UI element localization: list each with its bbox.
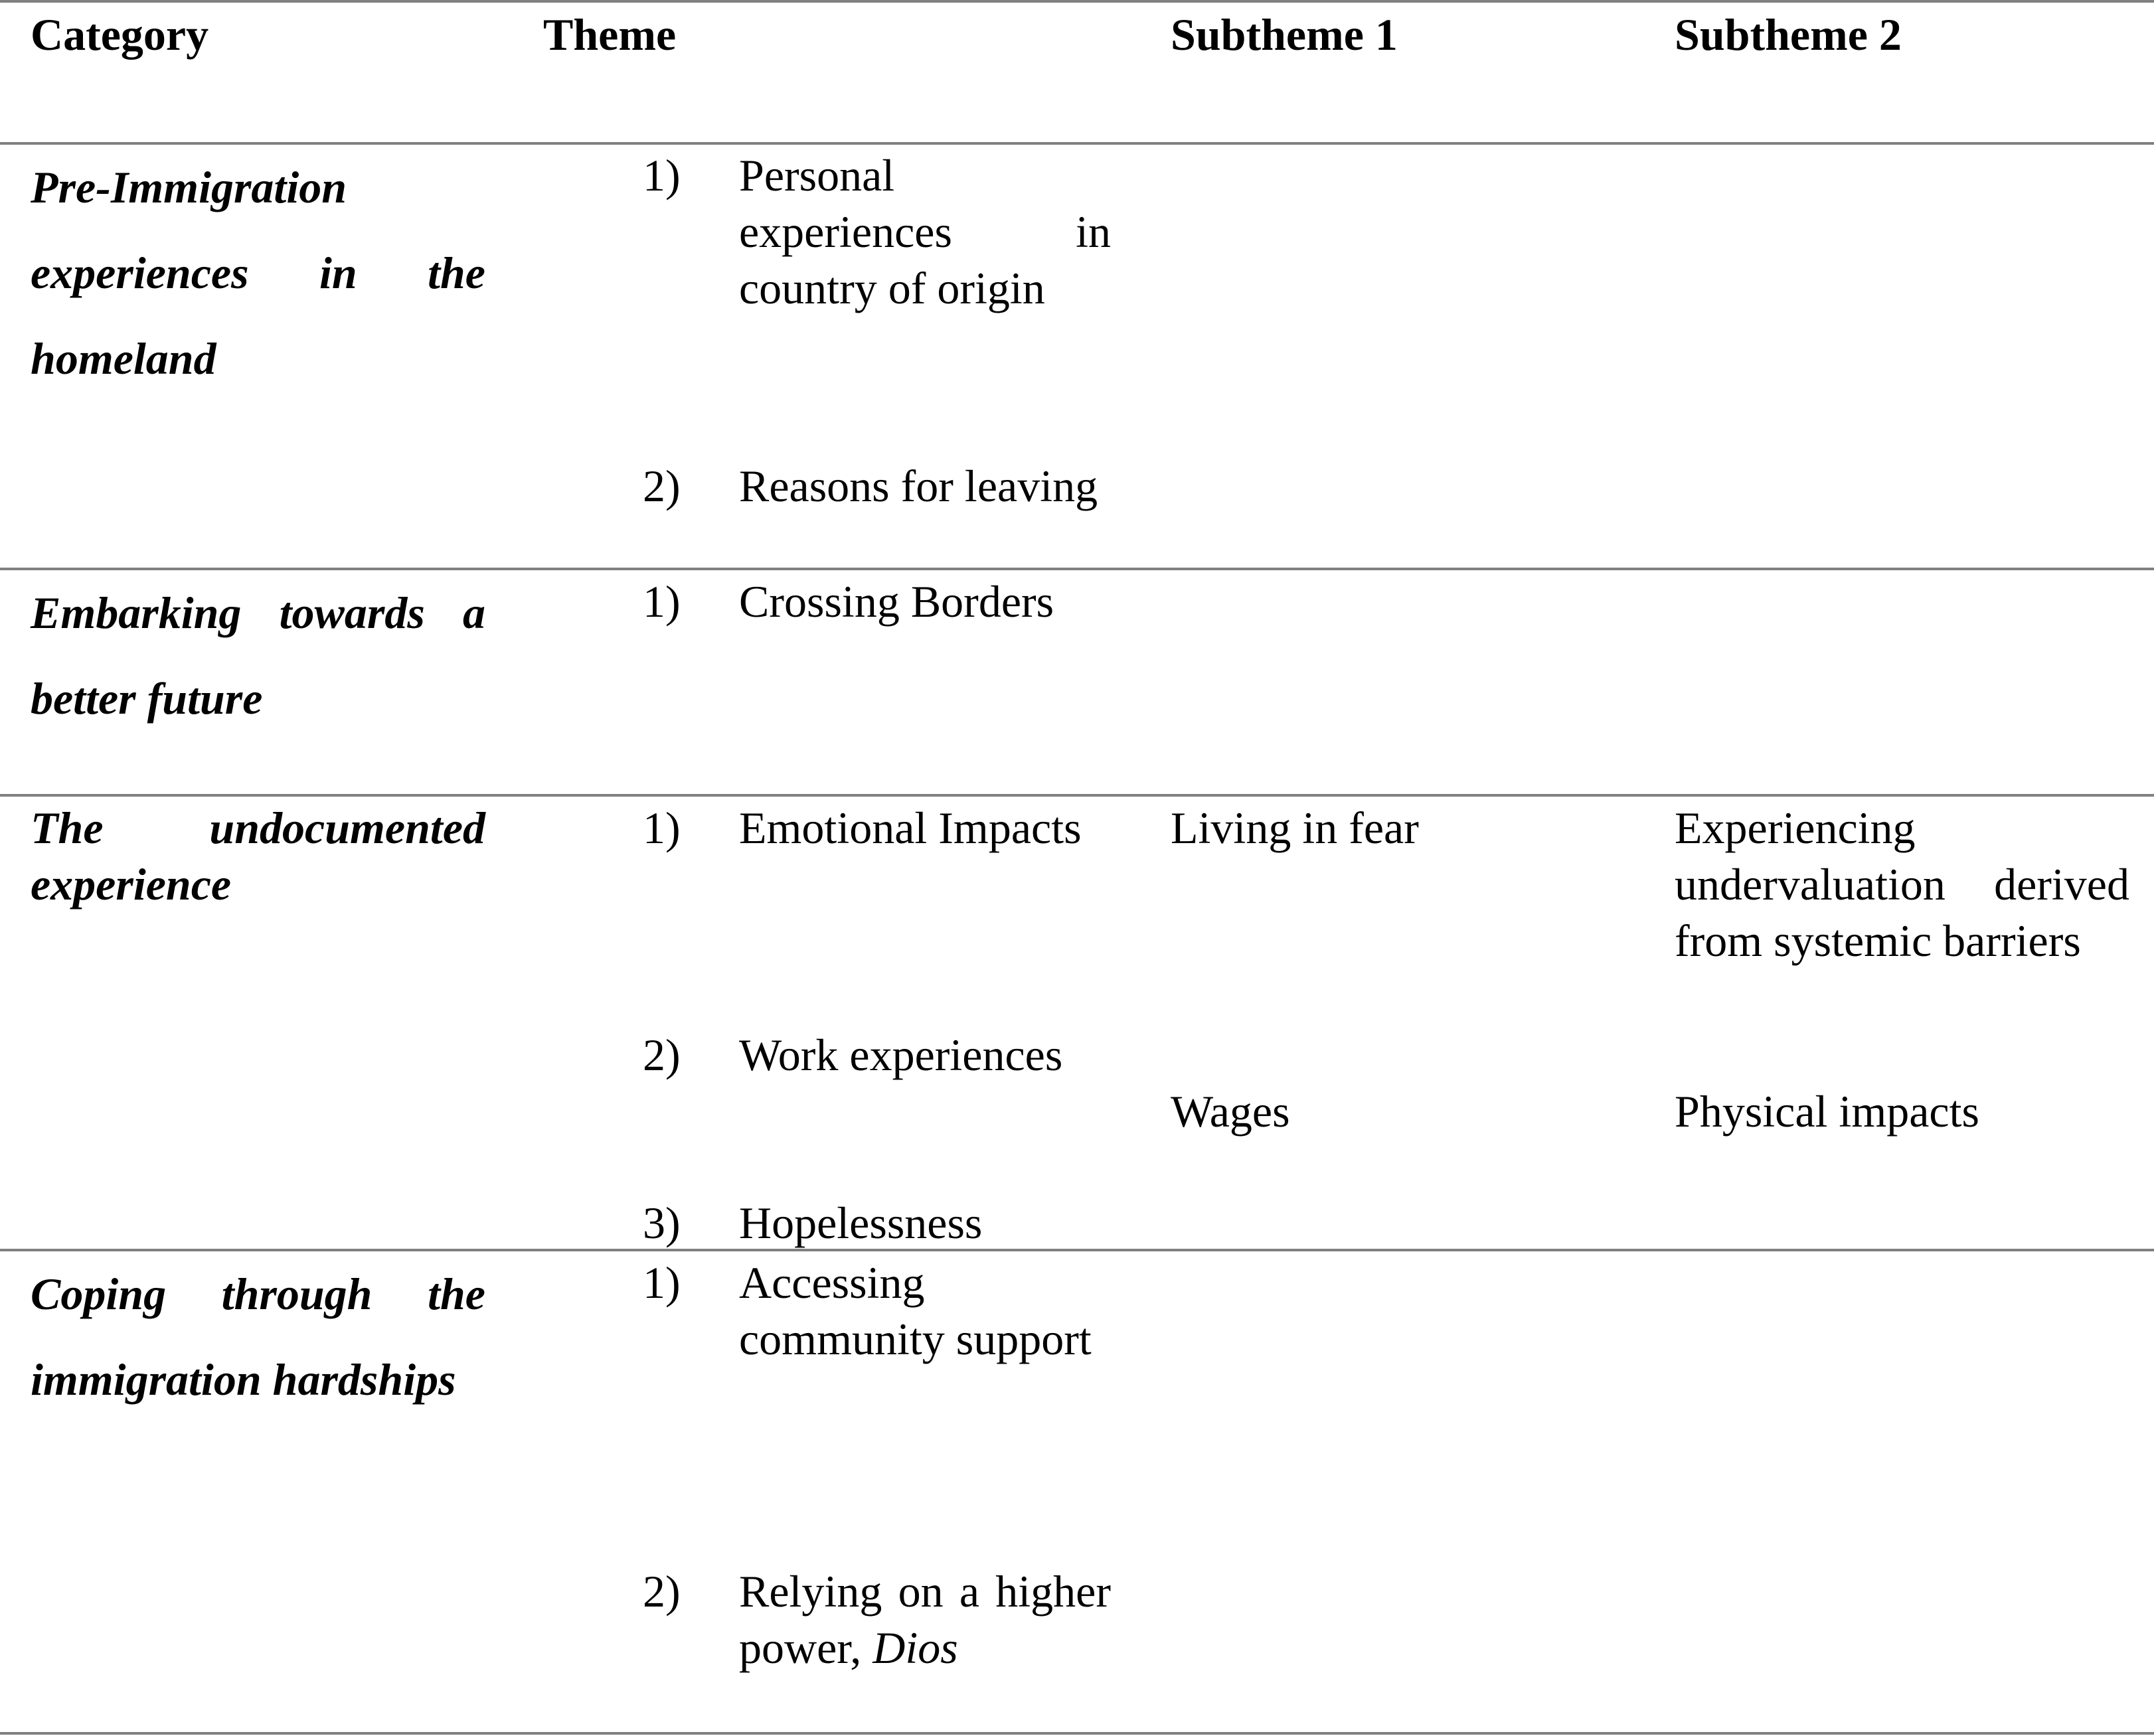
theme-cell xyxy=(739,1563,1111,1676)
subtheme2-cell: Experiencing undervaluation derived from systemic barriers xyxy=(1675,803,2129,966)
theme-cell: Work experiences xyxy=(739,1030,1063,1080)
table-bottom-rule xyxy=(0,1732,2154,1735)
header-theme: Theme xyxy=(543,9,677,60)
theme-cell: Accessing community support xyxy=(739,1257,1092,1364)
category-cell: Coping through the immigration hardships xyxy=(31,1269,485,1405)
theme-label-text: Relying on a higher power, xyxy=(739,1566,1111,1673)
theme-label-italic: Dios xyxy=(872,1622,958,1673)
theme-cell: Reasons for leaving xyxy=(739,461,1098,511)
theme-cell: Personal experiences in country of origin xyxy=(739,150,1111,313)
theme-number: 2) xyxy=(643,461,681,511)
subtheme2-cell: Physical impacts xyxy=(1675,1086,1979,1137)
theme-cell: Hopelessness xyxy=(739,1198,983,1248)
category-cell: Embarking towards a better future xyxy=(31,588,485,724)
theme-number: 3) xyxy=(643,1198,681,1248)
theme-number: 1) xyxy=(643,150,681,200)
subtheme1-cell: Living in fear xyxy=(1171,803,1419,853)
category-cell: Pre-Immigration experiences in the homeland xyxy=(31,162,485,384)
header-category: Category xyxy=(31,9,209,60)
theme-number: 1) xyxy=(643,803,681,853)
theme-number: 1) xyxy=(643,1257,681,1308)
category-cell: The undocumented experience xyxy=(31,803,485,909)
theme-number: 1) xyxy=(643,576,681,627)
theme-cell: Emotional Impacts xyxy=(739,803,1082,853)
header-subtheme1: Subtheme 1 xyxy=(1171,9,1398,60)
header-subtheme2: Subtheme 2 xyxy=(1675,9,1902,60)
subtheme1-cell: Wages xyxy=(1171,1086,1290,1137)
theme-cell: Crossing Borders xyxy=(739,576,1054,627)
row-divider xyxy=(0,794,2154,797)
table-top-rule xyxy=(0,0,2154,3)
theme-number: 2) xyxy=(643,1030,681,1080)
theme-number: 2) xyxy=(643,1566,681,1617)
